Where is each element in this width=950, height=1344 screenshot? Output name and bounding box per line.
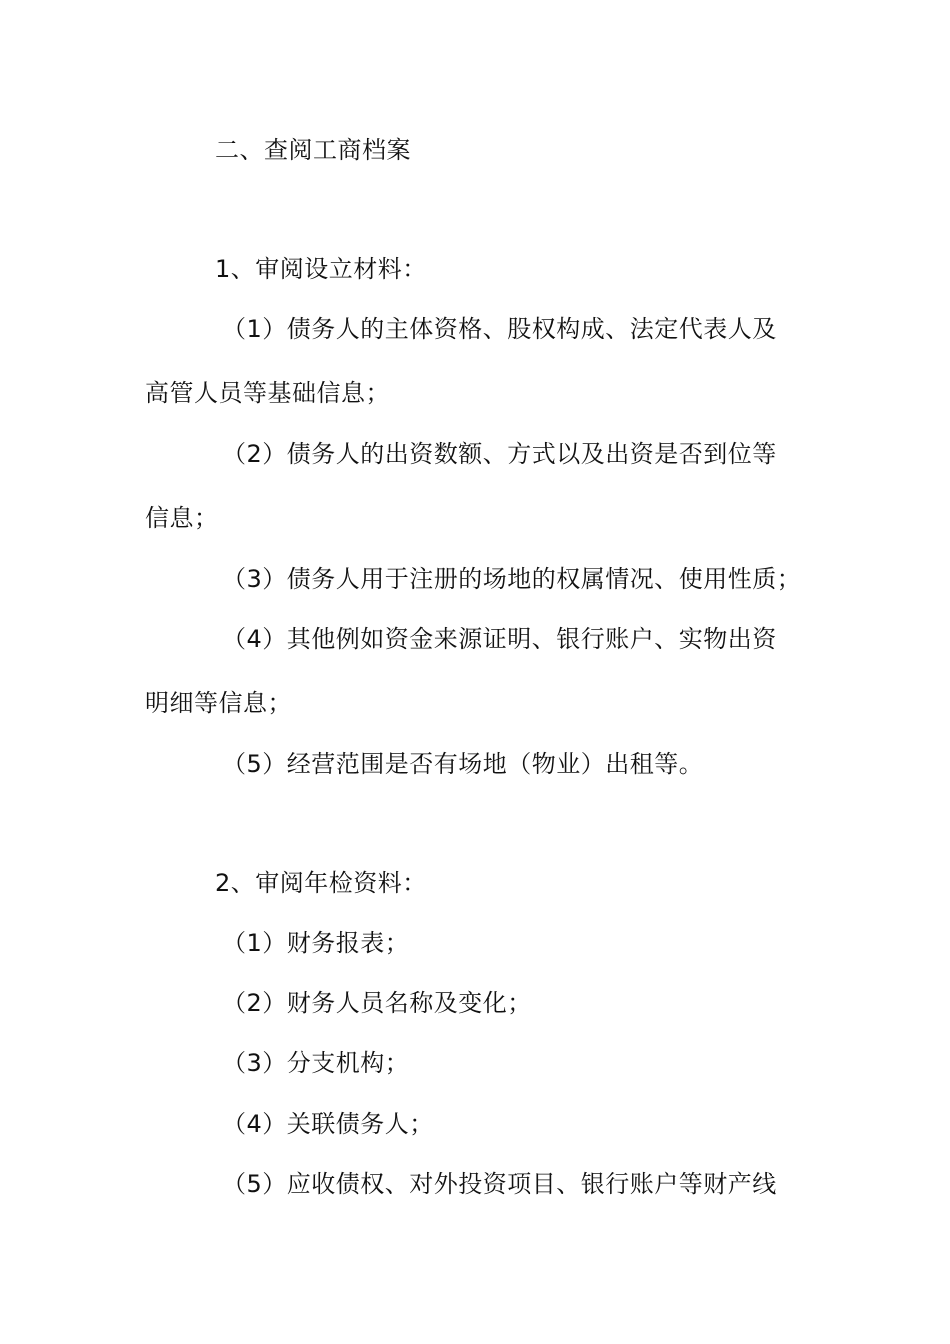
- list-item: （5）经营范围是否有场地（物业）出租等。: [222, 750, 704, 778]
- list-item-continuation: 高管人员等基础信息；: [145, 379, 390, 407]
- list-item-continuation: 明细等信息；: [145, 689, 292, 717]
- list-item: （4）其他例如资金来源证明、银行账户、实物出资: [222, 625, 777, 653]
- list-item: （3）债务人用于注册的场地的权属情况、使用性质；: [222, 565, 802, 593]
- list-item: （2）债务人的出资数额、方式以及出资是否到位等: [222, 440, 777, 468]
- list-item: （3）分支机构；: [222, 1049, 410, 1077]
- list-item: （5）应收债权、对外投资项目、银行账户等财产线: [222, 1170, 777, 1198]
- list-item: （4）关联债务人；: [222, 1110, 434, 1138]
- list-item: （1）财务报表；: [222, 929, 410, 957]
- section-heading: 二、查阅工商档案: [215, 136, 411, 164]
- subsection-title: 1、审阅设立材料：: [215, 255, 427, 283]
- subsection-title: 2、审阅年检资料：: [215, 869, 427, 897]
- list-item: （1）债务人的主体资格、股权构成、法定代表人及: [222, 315, 777, 343]
- list-item: （2）财务人员名称及变化；: [222, 989, 532, 1017]
- list-item-continuation: 信息；: [145, 504, 219, 532]
